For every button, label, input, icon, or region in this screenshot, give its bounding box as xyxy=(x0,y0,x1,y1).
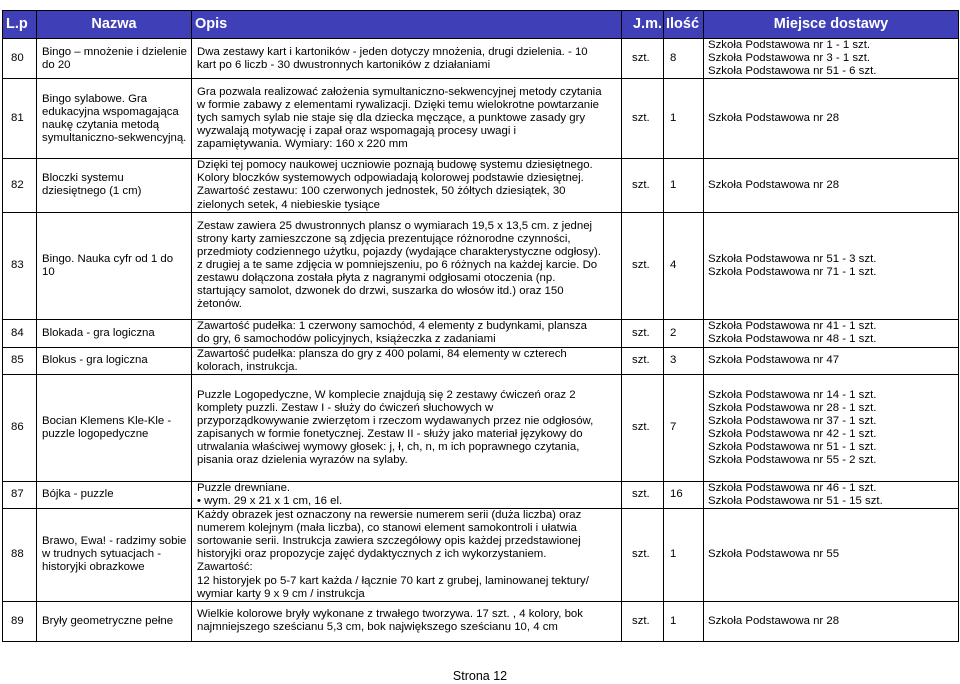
cell-lp: 88 xyxy=(3,509,37,602)
miejsce-line: Szkoła Podstawowa nr 28 xyxy=(708,112,840,125)
cell-ilosc: 1 xyxy=(664,159,704,212)
miejsce-line: Szkoła Podstawowa nr 14 - 1 szt. xyxy=(708,388,877,401)
table-header-row xyxy=(3,11,959,39)
cell-lp: 86 xyxy=(3,374,37,481)
table-row xyxy=(3,79,959,159)
cell-jm: szt. xyxy=(622,79,664,159)
cell-ilosc: 7 xyxy=(664,374,704,481)
cell-miejsce-dostawy xyxy=(704,509,959,602)
cell-nazwa: Bryły geometryczne pełne xyxy=(37,601,192,641)
opis-line: Zawartość pudełka: 1 czerwony samochód, 4 elementy z budynkami, plansza xyxy=(197,320,588,333)
opis-line: startujący samolot, dzwonek do drzwi, suszarka do włosów itd.) oraz 150 xyxy=(197,285,564,298)
opis-line: Wielkie kolorowe bryły wykonane z trwałego tworzywa. 17 szt. , 4 kolory, bok xyxy=(197,608,583,621)
cell-nazwa: Bloczki systemu dziesiętnego (1 cm) xyxy=(37,159,192,212)
opis-line: zapisanych w formie fonetycznej. Zestaw II - służy jako materiał językowy do xyxy=(197,427,583,440)
cell-jm: szt. xyxy=(622,374,664,481)
header-lp: L.p xyxy=(3,11,37,39)
table-row xyxy=(3,212,959,319)
cell-jm: szt. xyxy=(622,601,664,641)
miejsce-line: Szkoła Podstawowa nr 37 - 1 szt. xyxy=(708,414,877,427)
opis-line: najmniejszego sześcianu 5,3 cm, bok największego sześcianu 10, 4 cm xyxy=(197,621,558,634)
opis-line: Zawartość pudełka: plansza do gry z 400 polami, 84 elementy w czterech xyxy=(197,347,567,360)
opis-line: historyjki oraz propozycje zajęć dydaktycznych z ich wykorzystaniem. xyxy=(197,548,547,561)
miejsce-line: Szkoła Podstawowa nr 3 - 1 szt. xyxy=(708,52,871,65)
cell-jm: szt. xyxy=(622,212,664,319)
cell-miejsce-dostawy xyxy=(704,39,959,79)
miejsce-line: Szkoła Podstawowa nr 47 xyxy=(708,354,840,367)
opis-line: przedmioty codziennego użytku, pojazdy (wydające charakterystyczne odgłosy). xyxy=(197,246,601,259)
miejsce-line: Szkoła Podstawowa nr 51 - 1 szt. xyxy=(708,440,877,453)
miejsce-line: Szkoła Podstawowa nr 46 - 1 szt. xyxy=(708,481,877,494)
miejsce-line: Szkoła Podstawowa nr 51 - 6 szt. xyxy=(708,65,877,78)
cell-miejsce-dostawy xyxy=(704,601,959,641)
table-row xyxy=(3,601,959,641)
cell-opis xyxy=(192,374,622,481)
cell-opis xyxy=(192,481,622,508)
cell-opis xyxy=(192,212,622,319)
cell-ilosc: 16 xyxy=(664,481,704,508)
opis-line: Puzzle drewniane. xyxy=(197,481,291,494)
cell-ilosc: 1 xyxy=(664,79,704,159)
cell-lp: 89 xyxy=(3,601,37,641)
cell-nazwa: Bingo sylabowe. Gra edukacyjna wspomagająca naukę czytania metodą symultaniczno-sekwencyjną. xyxy=(37,79,192,159)
table-row xyxy=(3,481,959,508)
opis-line: z drugiej a te same zdjęcia w pomniejszeniu, po 6 różnych na każdej karcie. Do xyxy=(197,259,598,272)
miejsce-line: Szkoła Podstawowa nr 42 - 1 szt. xyxy=(708,427,877,440)
table-row xyxy=(3,374,959,481)
cell-ilosc: 3 xyxy=(664,347,704,374)
opis-line: • wym. 29 x 21 x 1 cm, 16 el. xyxy=(197,494,343,507)
opis-line: wymiar karty 9 x 9 cm / instrukcja xyxy=(197,587,365,600)
miejsce-line: Szkoła Podstawowa nr 1 - 1 szt. xyxy=(708,39,871,51)
cell-nazwa: Blokus - gra logiczna xyxy=(37,347,192,374)
opis-line: do gry, 6 samochodów policyjnych, książeczka z zadaniami xyxy=(197,333,496,346)
cell-miejsce-dostawy xyxy=(704,319,959,347)
cell-lp: 85 xyxy=(3,347,37,374)
cell-miejsce-dostawy xyxy=(704,79,959,159)
opis-line: Zawartość: xyxy=(197,561,253,574)
opis-line: Dwa zestawy kart i kartoników - jeden dotyczy mnożenia, drugi dzielenia. - 10 xyxy=(197,45,588,58)
miejsce-line: Szkoła Podstawowa nr 51 - 3 szt. xyxy=(708,252,877,265)
miejsce-line: Szkoła Podstawowa nr 48 - 1 szt. xyxy=(708,333,877,346)
opis-line: 12 historyjek po 5-7 kart każda / łącznie 70 kart z grubej, laminowanej tektury/ xyxy=(197,574,589,587)
opis-line: Puzzle Logopedyczne, W komplecie znajdują się 2 zestawy ćwiczeń oraz 2 xyxy=(197,388,576,401)
page-number: Strona 12 xyxy=(452,669,508,683)
cell-lp: 84 xyxy=(3,319,37,347)
opis-line: Kolory bloczków systemowych odpowiadają kolorowej podstawie dziesiętnej. xyxy=(197,172,584,185)
cell-opis xyxy=(192,509,622,602)
opis-line: kart po 6 liczb - 30 dwustronnych kartoników z działaniami xyxy=(197,58,491,71)
opis-line: żetonów. xyxy=(197,298,242,311)
miejsce-line: Szkoła Podstawowa nr 28 xyxy=(708,178,840,191)
opis-line: przyporządkowywanie zwierzętom i rzeczom wydawanych przez nie odgłosów, xyxy=(197,414,594,427)
header-ilosc: Ilość xyxy=(664,11,704,39)
opis-line: tych samych sylab nie staje się dla dziecka męczące, a punktowe zasady gry xyxy=(197,112,586,125)
opis-line: Każdy obrazek jest oznaczony na rewersie numerem serii (duża liczba) oraz xyxy=(197,509,582,522)
cell-lp: 80 xyxy=(3,39,37,79)
opis-line: kolorach, instrukcja. xyxy=(197,360,298,373)
cell-nazwa: Bójka - puzzle xyxy=(37,481,192,508)
header-nazwa: Nazwa xyxy=(37,11,192,39)
opis-line: zestawu dołączona została płyta z nagranymi odgłosami otoczenia (np. xyxy=(197,272,556,285)
opis-line: Gra pozwala realizować założenia symultaniczno-sekwencyjnej metody czytania xyxy=(197,86,602,99)
opis-line: utrwalania właściwej wymowy głosek: j, ł, ch, n, m ich poprawnego czytania, xyxy=(197,440,580,453)
cell-jm: szt. xyxy=(622,481,664,508)
miejsce-line: Szkoła Podstawowa nr 28 xyxy=(708,614,840,627)
cell-nazwa: Brawo, Ewa! - radzimy sobie w trudnych sytuacjach - historyjki obrazkowe xyxy=(37,509,192,602)
cell-ilosc: 8 xyxy=(664,39,704,79)
cell-nazwa: Blokada - gra logiczna xyxy=(37,319,192,347)
cell-miejsce-dostawy xyxy=(704,481,959,508)
cell-miejsce-dostawy xyxy=(704,159,959,212)
table-row xyxy=(3,509,959,602)
cell-nazwa: Bingo – mnożenie i dzielenie do 20 xyxy=(37,39,192,79)
cell-jm: szt. xyxy=(622,509,664,602)
cell-ilosc: 4 xyxy=(664,212,704,319)
cell-ilosc: 1 xyxy=(664,509,704,602)
cell-jm: szt. xyxy=(622,319,664,347)
cell-opis xyxy=(192,39,622,79)
cell-ilosc: 1 xyxy=(664,601,704,641)
cell-opis xyxy=(192,79,622,159)
opis-line: wyzwalają motywację i zapał oraz wspomagają procesy uwagi i xyxy=(197,125,517,138)
opis-line: w formie zabawy z elementami rywalizacji. Dzięki temu wielokrotne powtarzanie xyxy=(197,99,599,112)
opis-line: sortowanie serii. Instrukcja zawiera szczegółowy opis każdej przedstawionej xyxy=(197,535,581,548)
opis-line: strony karty zamieszczone są zdjęcia prezentujące różnorodne czynności, xyxy=(197,232,571,245)
opis-line: Zawartość zestawu: 100 czerwonych jednostek, 50 żółtych dziesiątek, 30 xyxy=(197,185,566,198)
opis-line: zielonych setek, 4 niebieskie tysiące xyxy=(197,198,380,211)
order-table xyxy=(2,10,959,642)
table-row xyxy=(3,347,959,374)
table-body xyxy=(3,39,959,642)
header-opis: Opis xyxy=(192,11,622,39)
table-row xyxy=(3,39,959,79)
miejsce-line: Szkoła Podstawowa nr 55 xyxy=(708,548,840,561)
opis-line: komplety puzzli. Zestaw I - służy do ćwiczeń słuchowych w xyxy=(197,401,494,414)
miejsce-line: Szkoła Podstawowa nr 28 - 1 szt. xyxy=(708,401,877,414)
cell-nazwa: Bocian Klemens Kle-Kle - puzzle logopedyczne xyxy=(37,374,192,481)
opis-line: Dzięki tej pomocy naukowej uczniowie poznają budowę systemu dziesiętnego. xyxy=(197,159,593,172)
table-row xyxy=(3,319,959,347)
header-jm: J.m. xyxy=(622,11,664,39)
cell-lp: 82 xyxy=(3,159,37,212)
cell-opis xyxy=(192,601,622,641)
header-miejsce-dostawy: Miejsce dostawy xyxy=(704,11,959,39)
opis-line: Zestaw zawiera 25 dwustronnych plansz o wymiarach 19,5 x 13,5 cm. z jednej xyxy=(197,219,593,232)
cell-opis xyxy=(192,347,622,374)
cell-opis xyxy=(192,319,622,347)
cell-jm: szt. xyxy=(622,159,664,212)
table-row xyxy=(3,159,959,212)
miejsce-line: Szkoła Podstawowa nr 71 - 1 szt. xyxy=(708,265,877,278)
cell-nazwa: Bingo. Nauka cyfr od 1 do 10 xyxy=(37,212,192,319)
cell-miejsce-dostawy xyxy=(704,347,959,374)
cell-lp: 87 xyxy=(3,481,37,508)
opis-line: pisania oraz dzielenia wyrazów na sylaby. xyxy=(197,454,408,467)
cell-lp: 83 xyxy=(3,212,37,319)
miejsce-line: Szkoła Podstawowa nr 41 - 1 szt. xyxy=(708,320,877,333)
opis-line: zapamiętywania. Wymiary: 160 x 220 mm xyxy=(197,138,408,151)
opis-line: numerem kolejnym (mała liczba), co stanowi element samokontroli i ułatwia xyxy=(197,522,577,535)
cell-miejsce-dostawy xyxy=(704,374,959,481)
miejsce-line: Szkoła Podstawowa nr 55 - 2 szt. xyxy=(708,454,877,467)
miejsce-line: Szkoła Podstawowa nr 51 - 15 szt. xyxy=(708,494,883,507)
cell-jm: szt. xyxy=(622,39,664,79)
cell-jm: szt. xyxy=(622,347,664,374)
cell-ilosc: 2 xyxy=(664,319,704,347)
cell-miejsce-dostawy xyxy=(704,212,959,319)
cell-opis xyxy=(192,159,622,212)
cell-lp: 81 xyxy=(3,79,37,159)
